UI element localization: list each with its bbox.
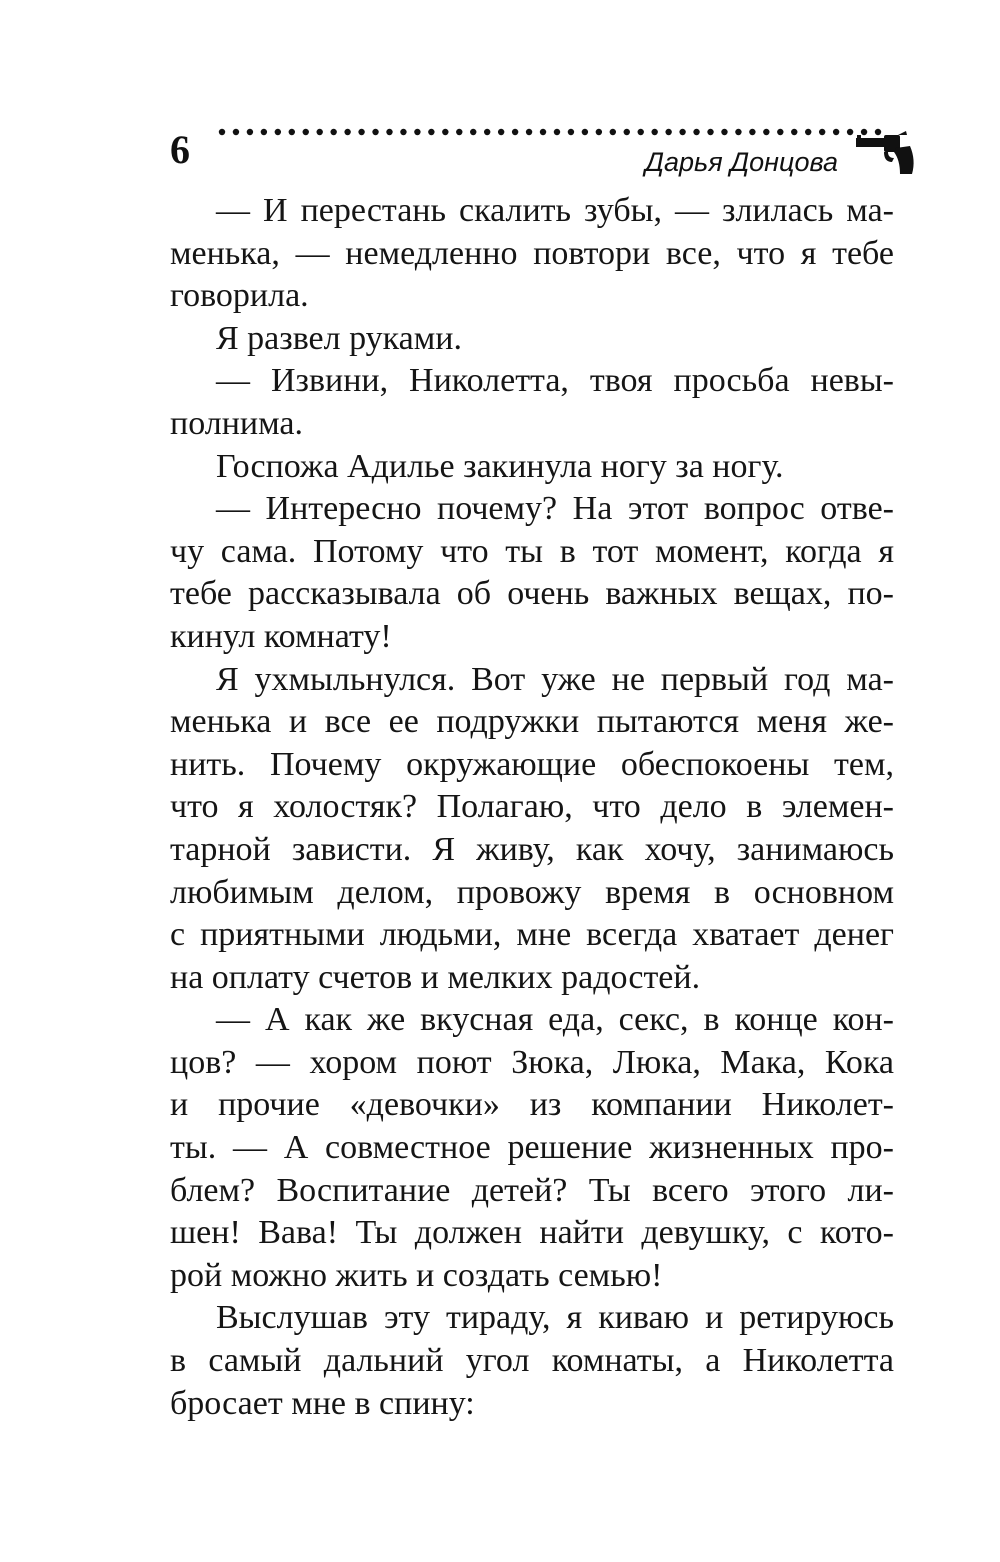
text-line: шен! Вава! Ты должен найти девушку, с кото- (170, 1214, 894, 1252)
leader-dot (679, 129, 685, 135)
text-line: с приятными людьми, мне всегда хватает денег (170, 916, 894, 954)
text-line: и прочие «девочки» из компании Николет- (170, 1086, 894, 1124)
leader-dot (428, 129, 434, 135)
leader-dot (261, 129, 267, 135)
text-line: блем? Воспитание детей? Ты всего этого ли- (170, 1171, 894, 1209)
leader-dot (833, 129, 839, 135)
leader-dot (707, 129, 713, 135)
text-line: тебе рассказывала об очень важных вещах, по- (170, 575, 894, 613)
leader-dot (330, 129, 336, 135)
leader-dot (735, 129, 741, 135)
text-line: на оплату счетов и мелких радостей. (170, 958, 701, 996)
text-line: — Извини, Николетта, твоя просьба невы- (216, 362, 894, 400)
leader-dot (442, 129, 448, 135)
leader-dot (233, 129, 239, 135)
text-line: в самый дальний угол комнаты, а Николетта (170, 1342, 894, 1380)
leader-dot (344, 129, 350, 135)
text-line: рой можно жить и создать семью! (170, 1256, 663, 1294)
leader-dot (372, 129, 378, 135)
text-line: любимым делом, провожу время в основном (170, 873, 894, 911)
leader-dot (317, 129, 323, 135)
leader-dot (414, 129, 420, 135)
leader-dot (791, 129, 797, 135)
text-line: бросает мне в спину: (170, 1384, 475, 1422)
text-line: — Интересно почему? На этот вопрос отве- (216, 490, 894, 528)
text-line: — И перестань скалить зубы, — злилась ма- (216, 192, 894, 229)
leader-dot (526, 129, 532, 135)
text-line: Госпожа Адилье закинула ногу за ногу. (216, 447, 784, 485)
running-header (170, 118, 930, 188)
leader-dot (456, 129, 462, 135)
leader-dot (638, 129, 644, 135)
leader-dot (512, 129, 518, 135)
text-line: Выслушав эту тираду, я киваю и ретируюсь (216, 1299, 894, 1337)
text-line: тарной зависти. Я живу, как хочу, занимаюсь (170, 830, 894, 868)
page-number: 6 (170, 127, 190, 172)
text-line: чу сама. Потому что ты в тот момент, когда я (170, 532, 894, 570)
leader-dot (498, 129, 504, 135)
text-line: что я холостяк? Полагаю, что дело в элемен- (170, 788, 894, 826)
leader-dot (693, 129, 699, 135)
leader-dot (247, 129, 253, 135)
leader-dot (554, 129, 560, 135)
leader-dot (289, 129, 295, 135)
leader-dot (665, 129, 671, 135)
revolver-icon (854, 130, 916, 176)
leader-dot (568, 129, 574, 135)
text-line: менька и все ее подружки пытаются меня же- (170, 703, 894, 741)
text-line: цов? — хором поют Зюка, Люка, Мака, Кока (170, 1043, 894, 1081)
body-text (170, 190, 894, 1425)
leader-dot (777, 129, 783, 135)
leader-dot (805, 129, 811, 135)
leader-dot (358, 129, 364, 135)
leader-dot (386, 129, 392, 135)
text-line: менька, — немедленно повтори все, что я тебе (170, 234, 894, 272)
text-line: полнима. (170, 404, 303, 442)
leader-dot (470, 129, 476, 135)
text-line: Я развел руками. (216, 319, 462, 357)
text-line: говорила. (170, 277, 309, 315)
dotted-leader (216, 126, 884, 138)
leader-dot (610, 129, 616, 135)
text-line: ты. — А совместное решение жизненных про- (170, 1129, 894, 1167)
leader-dot (275, 129, 281, 135)
leader-dot (484, 129, 490, 135)
text-line: Я ухмыльнулся. Вот уже не первый год ма- (216, 660, 894, 698)
leader-dot (596, 129, 602, 135)
leader-dot (819, 129, 825, 135)
leader-dot (721, 129, 727, 135)
author-name: Дарья Донцова (644, 147, 838, 177)
leader-dot (540, 129, 546, 135)
text-line: — А как же вкусная еда, секс, в конце кон- (216, 1001, 894, 1039)
leader-dot (582, 129, 588, 135)
leader-dot (219, 129, 225, 135)
leader-dot (303, 129, 309, 135)
leader-dot (749, 129, 755, 135)
leader-dot (400, 129, 406, 135)
leader-dot (624, 129, 630, 135)
text-line: нить. Почему окружающие обеспокоены тем, (170, 745, 894, 783)
text-line: кинул комнату! (170, 617, 392, 655)
leader-dot (847, 129, 853, 135)
leader-dot (763, 129, 769, 135)
leader-dot (651, 129, 657, 135)
